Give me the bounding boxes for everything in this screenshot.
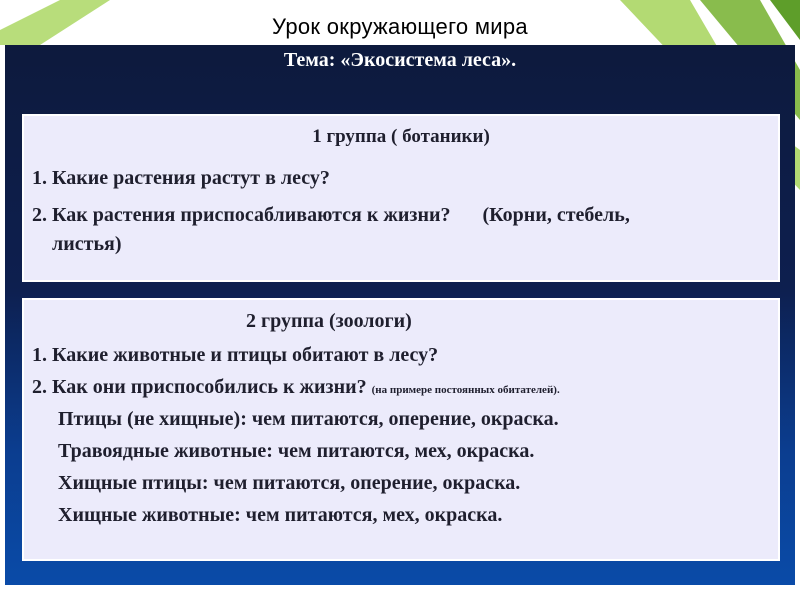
group2-title: 2 группа (зоологи) [246, 310, 412, 332]
group2-item: Птицы (не хищные): чем питаются, оперение, окраска. [58, 408, 559, 430]
group1-title: 1 группа ( ботаники) [312, 126, 490, 147]
group2-question-2-text: 2. Как они приспособились к жизни? [32, 376, 367, 398]
group2-box [22, 298, 780, 561]
lesson-title: Урок окружающего мира [272, 14, 528, 39]
group2-question-2 [32, 372, 560, 406]
group1-question-1: 1. Какие растения растут в лесу? [32, 167, 330, 189]
group2-question-2-note: (на примере постоянных обитателей). [371, 384, 560, 396]
group1-question-2-text: 2. Как растения приспосабливаются к жизни? [32, 204, 451, 226]
group2-item: Травоядные животные: чем питаются, мех, окраска. [58, 440, 535, 462]
group2-question-1: 1. Какие животные и птицы обитают в лесу? [32, 344, 439, 366]
group2-item: Хищные птицы: чем питаются, оперение, окраска. [58, 472, 521, 494]
group1-box [22, 114, 780, 282]
group1-question-2-continuation: листья) [52, 233, 122, 255]
theme-title: Тема: «Экосистема леса». [283, 49, 517, 71]
group2-item: Хищные животные: чем питаются, мех, окраска. [58, 504, 503, 526]
group1-question-2 [32, 200, 630, 231]
group1-question-2-hint: (Корни, стебель, [482, 204, 630, 226]
